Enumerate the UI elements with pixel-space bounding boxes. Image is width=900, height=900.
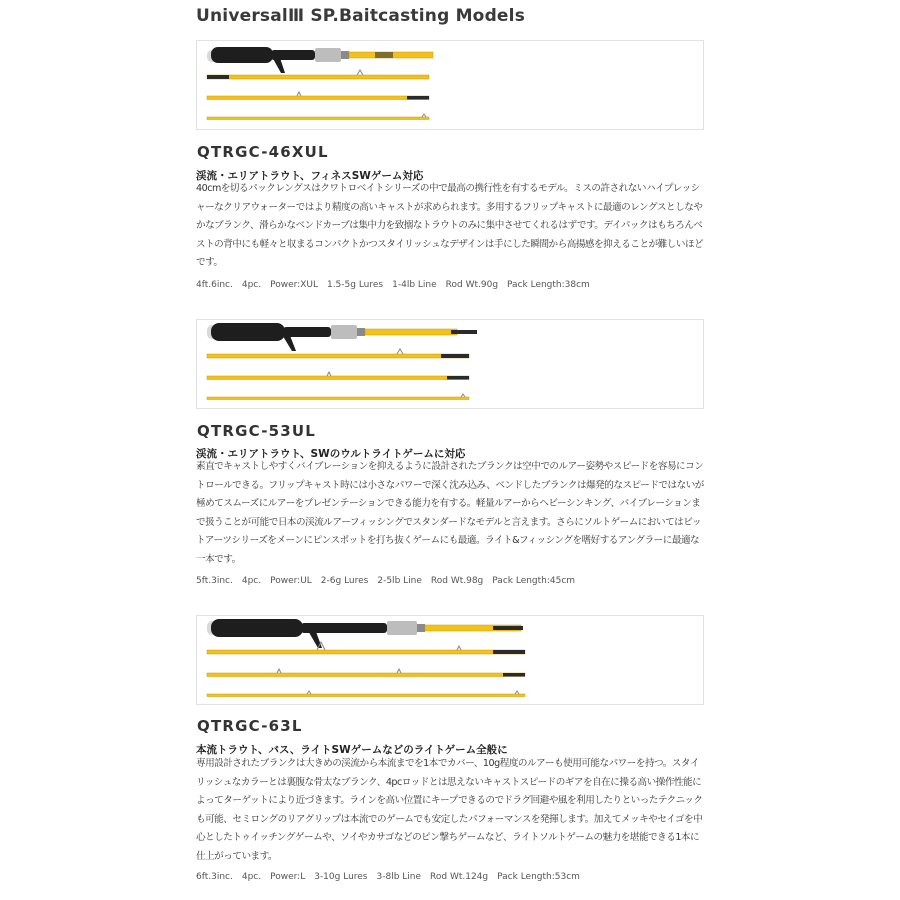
rear-grip <box>211 323 285 341</box>
guide <box>457 646 461 650</box>
blank-section <box>207 117 429 120</box>
blank-section <box>207 650 525 654</box>
guide <box>327 372 331 376</box>
rear-grip <box>211 619 303 637</box>
blank-section <box>207 75 429 79</box>
rod-illustration <box>197 41 703 129</box>
page-title: UniversalⅢ SP.Baitcasting Models <box>196 6 526 26</box>
model-description: 40cmを切るパックレングスはクワトロベイトシリーズの中で最高の携行性を有するモデル。ミスの許されないハイプレッシャーなクリアウォーターではより精度の高いキャストが求められます。多用するフリップキャストに最適のレングスとしなやかなブランク、滑らかなベンドカーブは集中力を致搦なトラウトのみに集中させてくれるはずです。デイパックはもちろんベストの背中にも軽々と収まるコンパクトかつスタイリッシュなデザインは手にした瞬間から高揚感を抑えることが難しいほどです。 <box>196 183 704 269</box>
model-description: 専用設計されたブランクは大きめの渓流から本流までを1本でカバー、10g程度のルアーも使用可能なパワーを持つ。スタイリッシュなカラーとは裏腹な骨太なブランク、4pcロッドとは思えないキャストスピードのギアを自在に操る高い操作性能によってターゲットにより近づきます。ラインを高い位置にキープできるのでドラグ回避や風を利用したりといったテクニックも可能、セミロングのリアグリップは本流でのゲームでも安定したパフォーマンスを発揮します。加えてメッキやセイゴを中心としたトゥイッチングゲームや、ソイやカサゴなどのピン撃ちゲームなど、ライトソルトゲームの魅力を堪能できる1本に仕上がっています。 <box>196 758 703 862</box>
model-specs: 5ft.3inc. 4pc. Power:UL 2-6g Lures 2-5lb Line Rod Wt.98g Pack Length:45cm <box>196 576 576 586</box>
guide <box>397 349 403 354</box>
reel-seat <box>283 327 331 337</box>
rear-grip <box>211 47 273 63</box>
model-name: QTRGC-46XUL <box>197 143 329 161</box>
blank-section <box>207 96 429 100</box>
blank-section <box>207 694 525 697</box>
guide <box>461 394 465 397</box>
guide <box>277 669 281 673</box>
guide <box>307 691 311 694</box>
reel-seat-hood <box>331 325 357 339</box>
guide <box>357 70 363 75</box>
rod-image <box>196 615 704 705</box>
rod-illustration <box>197 616 703 704</box>
reel-seat-hood <box>315 48 341 62</box>
model-name: QTRGC-63L <box>197 717 303 735</box>
rod-illustration <box>197 320 703 408</box>
rod-image <box>196 319 704 409</box>
guide <box>422 114 426 117</box>
blank-section <box>207 673 525 677</box>
model-subtitle: 本流トラウト、バス、ライトSWゲームなどのライトゲーム全般に <box>196 744 508 756</box>
model-description: 素直でキャストしやすくバイブレーションを抑えるように設計されたブランクは空中でのルアー姿勢やスピードを容易にコントロールできる。フリップキャスト時には小さなパワーで深く沈み込み、ベンドしたブランクは爆発的なスピードではないが極めてスムーズにルアーをプレゼンテーションできる能力を有する。軽量ルアーからヘビーシンキング、バイブレーションまで扱うことが可能で日本の渓流ルアーフィッシングでスタンダードなモデルと言えます。さらにソルトゲームにおいてはビットアーツシリーズをメーンにピンスポットを打ち抜くゲームにも最適。ライト&フィッシングを嗜好するアングラーに最適な一本です。 <box>196 461 704 565</box>
guide <box>297 92 301 96</box>
model-subtitle: 渓流・エリアトラウト、SWのウルトライトゲームに対応 <box>196 448 466 460</box>
model-name: QTRGC-53UL <box>197 422 317 440</box>
reel-seat-hood <box>387 621 417 635</box>
rod-image <box>196 40 704 130</box>
reel-seat <box>301 623 387 633</box>
guide <box>515 691 519 694</box>
model-specs: 6ft.3inc. 4pc. Power:L 3-10g Lures 3-8lb Line Rod Wt.124g Pack Length:53cm <box>196 872 580 882</box>
reel-seat <box>271 50 315 60</box>
blank-section <box>207 376 469 380</box>
blank-section <box>365 329 457 335</box>
model-specs: 4ft.6inc. 4pc. Power:XUL 1.5-5g Lures 1-4lb Line Rod Wt.90g Pack Length:38cm <box>196 280 590 290</box>
model-subtitle: 渓流・エリアトラウト、フィネスSWゲーム対応 <box>196 170 424 182</box>
blank-section <box>207 397 469 400</box>
guide <box>397 669 401 673</box>
blank-section <box>207 354 469 358</box>
